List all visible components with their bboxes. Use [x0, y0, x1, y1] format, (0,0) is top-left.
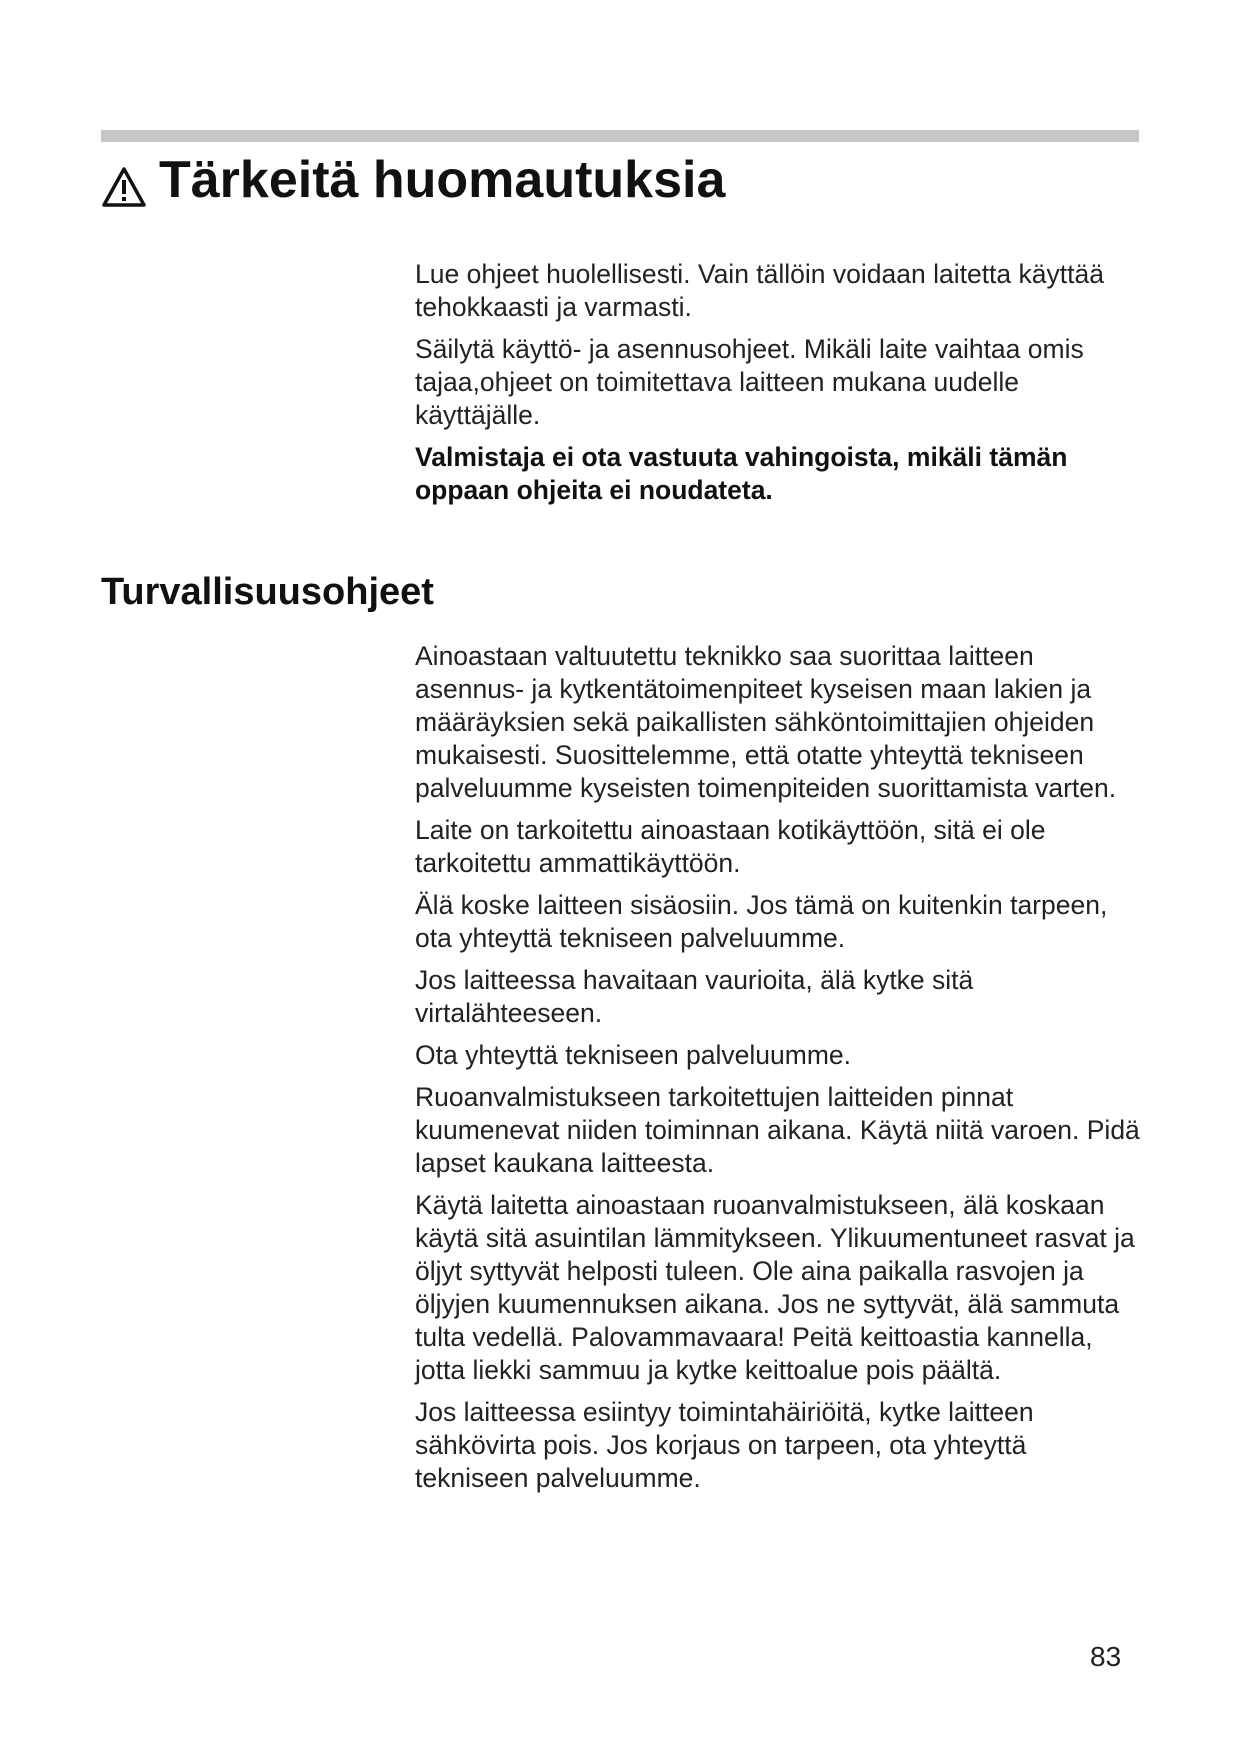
safety-paragraph: Laite on tarkoitettu ainoastaan kotikäyttöön, sitä ei ole tarkoitettu ammattikäyttöön.: [415, 815, 1046, 878]
safety-paragraph: Ruoanvalmistukseen tarkoitettujen laitteiden pinnat kuumenevat niiden toiminnan aikana. Käytä niitä varoen. Pidä lapset kaukana laitteesta.: [415, 1082, 1140, 1178]
warning-triangle-icon: [101, 159, 147, 201]
page-number: 83: [1090, 1641, 1122, 1672]
top-rule: [101, 130, 1139, 142]
safety-paragraph: Jos laitteessa esiintyy toimintahäiriöitä, kytke laitteen sähkövirta pois. Jos korjaus on tarpeen, ota yhteyttä tekniseen palveluumme.: [415, 1397, 1034, 1493]
page-title-text: Tärkeitä huomautuksia: [159, 151, 726, 209]
safety-paragraph: Ainoastaan valtuutettu teknikko saa suorittaa laitteen asennus- ja kytkentätoimenpiteet kyseisen maan lakien ja määräyksien sekä paikallisten sähköntoimittajien ohjeiden mukaisesti. Suosittelemme, että otatte yhteyttä tekniseen palveluumme kyseisten toimenpiteiden suorittamista varten.: [415, 641, 1117, 803]
intro-paragraph: Lue ohjeet huolellisesti. Vain tällöin voidaan laitetta käyttää tehokkaasti ja varmasti.: [415, 259, 1104, 322]
safety-paragraph: Ota yhteyttä tekniseen palveluumme.: [415, 1040, 852, 1070]
intro-paragraph: Säilytä käyttö- ja asennusohjeet. Mikäli laite vaihtaa omis tajaa,ohjeet on toimitettava laitteen mukana uudelle käyttäjälle.: [415, 334, 1084, 430]
page-title: [101, 148, 725, 212]
intro-section: [415, 258, 1145, 516]
safety-paragraph: Käytä laitetta ainoastaan ruoanvalmistukseen, älä koskaan käytä sitä asuintilan lämmitykseen. Ylikuumentuneet rasvat ja öljyt syttyvät helposti tuleen. Ole aina paikalla rasvojen ja öljyjen kuumennuksen aikana. Jos ne syttyvät, älä sammuta tulta vedellä. Palovammavaara! Peitä keittoastia kannella, jotta liekki sammuu ja kytke keittoalue pois päältä.: [415, 1190, 1135, 1385]
safety-paragraph: Älä koske laitteen sisäosiin. Jos tämä on kuitenkin tarpeen, ota yhteyttä tekniseen palveluumme.: [415, 890, 1108, 953]
section-heading-safety: Turvallisuusohjeet: [101, 571, 434, 613]
liability-note: Valmistaja ei ota vastuuta vahingoista, mikäli tämän oppaan ohjeita ei noudateta.: [415, 442, 1068, 505]
safety-section: [415, 640, 1145, 1504]
safety-paragraph: Jos laitteessa havaitaan vaurioita, älä kytke sitä virtalähteeseen.: [415, 965, 974, 1028]
